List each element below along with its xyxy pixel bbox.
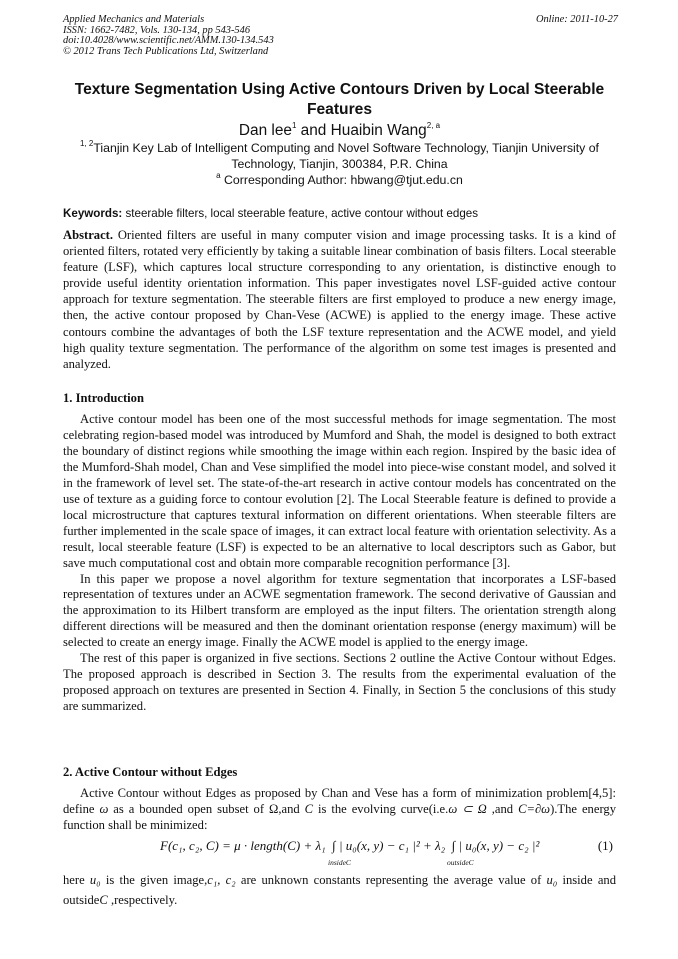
abstract-label: Abstract. — [63, 228, 114, 242]
affiliation-sup: 1, 2 — [80, 138, 94, 148]
equation-number: (1) — [597, 838, 613, 853]
author-1: Dan lee — [238, 122, 292, 139]
affiliation — [63, 140, 616, 172]
journal-header — [63, 15, 618, 57]
online-date: Online: 2011-10-27 — [535, 14, 618, 25]
section-2-heading: 2. Active Contour without Edges — [63, 765, 238, 779]
equation-subscript-inside: insideC — [328, 858, 351, 867]
corresponding-text: Corresponding Author: hbwang@tjut.edu.cn — [220, 173, 463, 187]
equation-body: F(c₁, c₂, C) = μ · length(C) + λ₁ ∫ | u₀(x, y) − c₁ |² + λ₂ ∫ | u₀(x, y) − c₂ |² — [160, 838, 540, 853]
keywords — [63, 206, 616, 221]
author-1-sup: 1 — [291, 120, 297, 130]
keywords-text: steerable filters, local steerable feature, active contour without edges — [122, 207, 479, 220]
issn-line: ISSN: 1662-7482, Vols. 130-134, pp 543-546 — [63, 24, 251, 36]
equation-1 — [160, 838, 616, 872]
section-1-paragraph: Active contour model has been one of the most successful methods for image segmentation. The most celebrating region-based model was introduced by Mumford and Shah, the model is designed to both extract the boundary of distinct regions while smoothing the image within each region. Inspired by the basic idea of the Mumford-Shah model, Chan and Vese simplified the model into piece-wise constant model, and solved it in the framework of level set. The state-of-the-art research in active contour models has concentrated on the use of texture as a guiding force to contour evolution [2]. The Local Steerable feature is defined to provide a local microstructure that captures textural information on different orientations. When steerable filters are further implemented in the scale space of images, it can extract local feature with orientation selectivity. As a result, local steerable feature (LSF) is expected to be an alternative to local descriptors such as Gabor, but save much computational cost and obtain more comparable recognition performance [3]. — [63, 412, 616, 570]
section-2-body — [63, 786, 620, 834]
author-and: and — [296, 122, 331, 139]
paper-title: Texture Segmentation Using Active Contours Driven by Local Steerable Features — [74, 81, 605, 118]
section-1-heading: 1. Introduction — [63, 391, 144, 405]
affiliation-text: Tianjin Key Lab of Intelligent Computing and Novel Software Technology, Tianjin University of Technology, Tianjin, 300384, P.R. China — [93, 141, 599, 171]
section-1-body — [63, 412, 616, 715]
abstract — [63, 227, 620, 372]
copyright-line: © 2012 Trans Tech Publications Ltd, Switzerland — [63, 45, 269, 57]
section-2-paragraph: Active Contour without Edges as proposed by Chan and Vese has a form of minimization problem[4,5]: define ω as a bounded open subset of Ω,and C is the evolving curve(i.e.ω ⊂ Ω ,and C=∂ω).The energy function shall be minimized: — [63, 786, 620, 832]
author-2-sup: 2, a — [426, 120, 441, 130]
doi-line: doi:10.4028/www.scientific.net/AMM.130-134.543 — [63, 35, 274, 47]
equation-explanation: here u₀ is the given image,c₁, c₂ are unknown constants representing the average value of u₀ inside and outsideC ,respectively. — [63, 873, 620, 907]
section-1-paragraph: The rest of this paper is organized in five sections. Sections 2 outline the Active Contour without Edges. The proposed approach is described in Section 3. The results from the experimental evaluation of the proposed approach on textures are presented in Section 4. Finally, in Section 5 the conclusions of this study are summarized. — [63, 651, 616, 714]
author-line — [63, 122, 616, 140]
abstract-text: Oriented filters are useful in many computer vision and image processing tasks. It is a kind of oriented filters, rotated very efficiently by taking a suitable linear combination of basis filters. Local steerable feature (LSF), which captures local structure corresponding to any orientation, is distinctive enough to provide useful identity orientation information. This paper investigates novel LSF-guided active contour approach for texture segmentation. The steerable filters are first employed to produce a new energy image, then, the active contour proposed by Chan-Vese (ACWE) is applied to the energy image. These active contours combine the advantages of both the LSF texture representation and the ACWE model, and yield high quality texture segmentation. The performance of the algorithm on some test images is presented and analyzed. — [63, 228, 620, 371]
journal-name: Applied Mechanics and Materials — [63, 14, 205, 25]
section-1-paragraph: In this paper we propose a novel algorithm for texture segmentation that incorporates a LSF-based representation of textures under an ACWE segmentation framework. The second derivative of Gaussian and the approximation to its Hilbert transform are employed as the input filters. The orientation strength along different directions will be measured and then the dominant orientation response (energy maximum) will be selected to create an energy image. Finally the ACWE model is applied to the energy image. — [63, 571, 616, 650]
author-2: Huaibin Wang — [330, 122, 427, 139]
corresponding-sup: a — [216, 170, 221, 180]
equation-subscript-outside: outsideC — [447, 858, 474, 867]
corresponding-author — [63, 172, 616, 188]
keywords-label: Keywords: — [63, 207, 123, 220]
